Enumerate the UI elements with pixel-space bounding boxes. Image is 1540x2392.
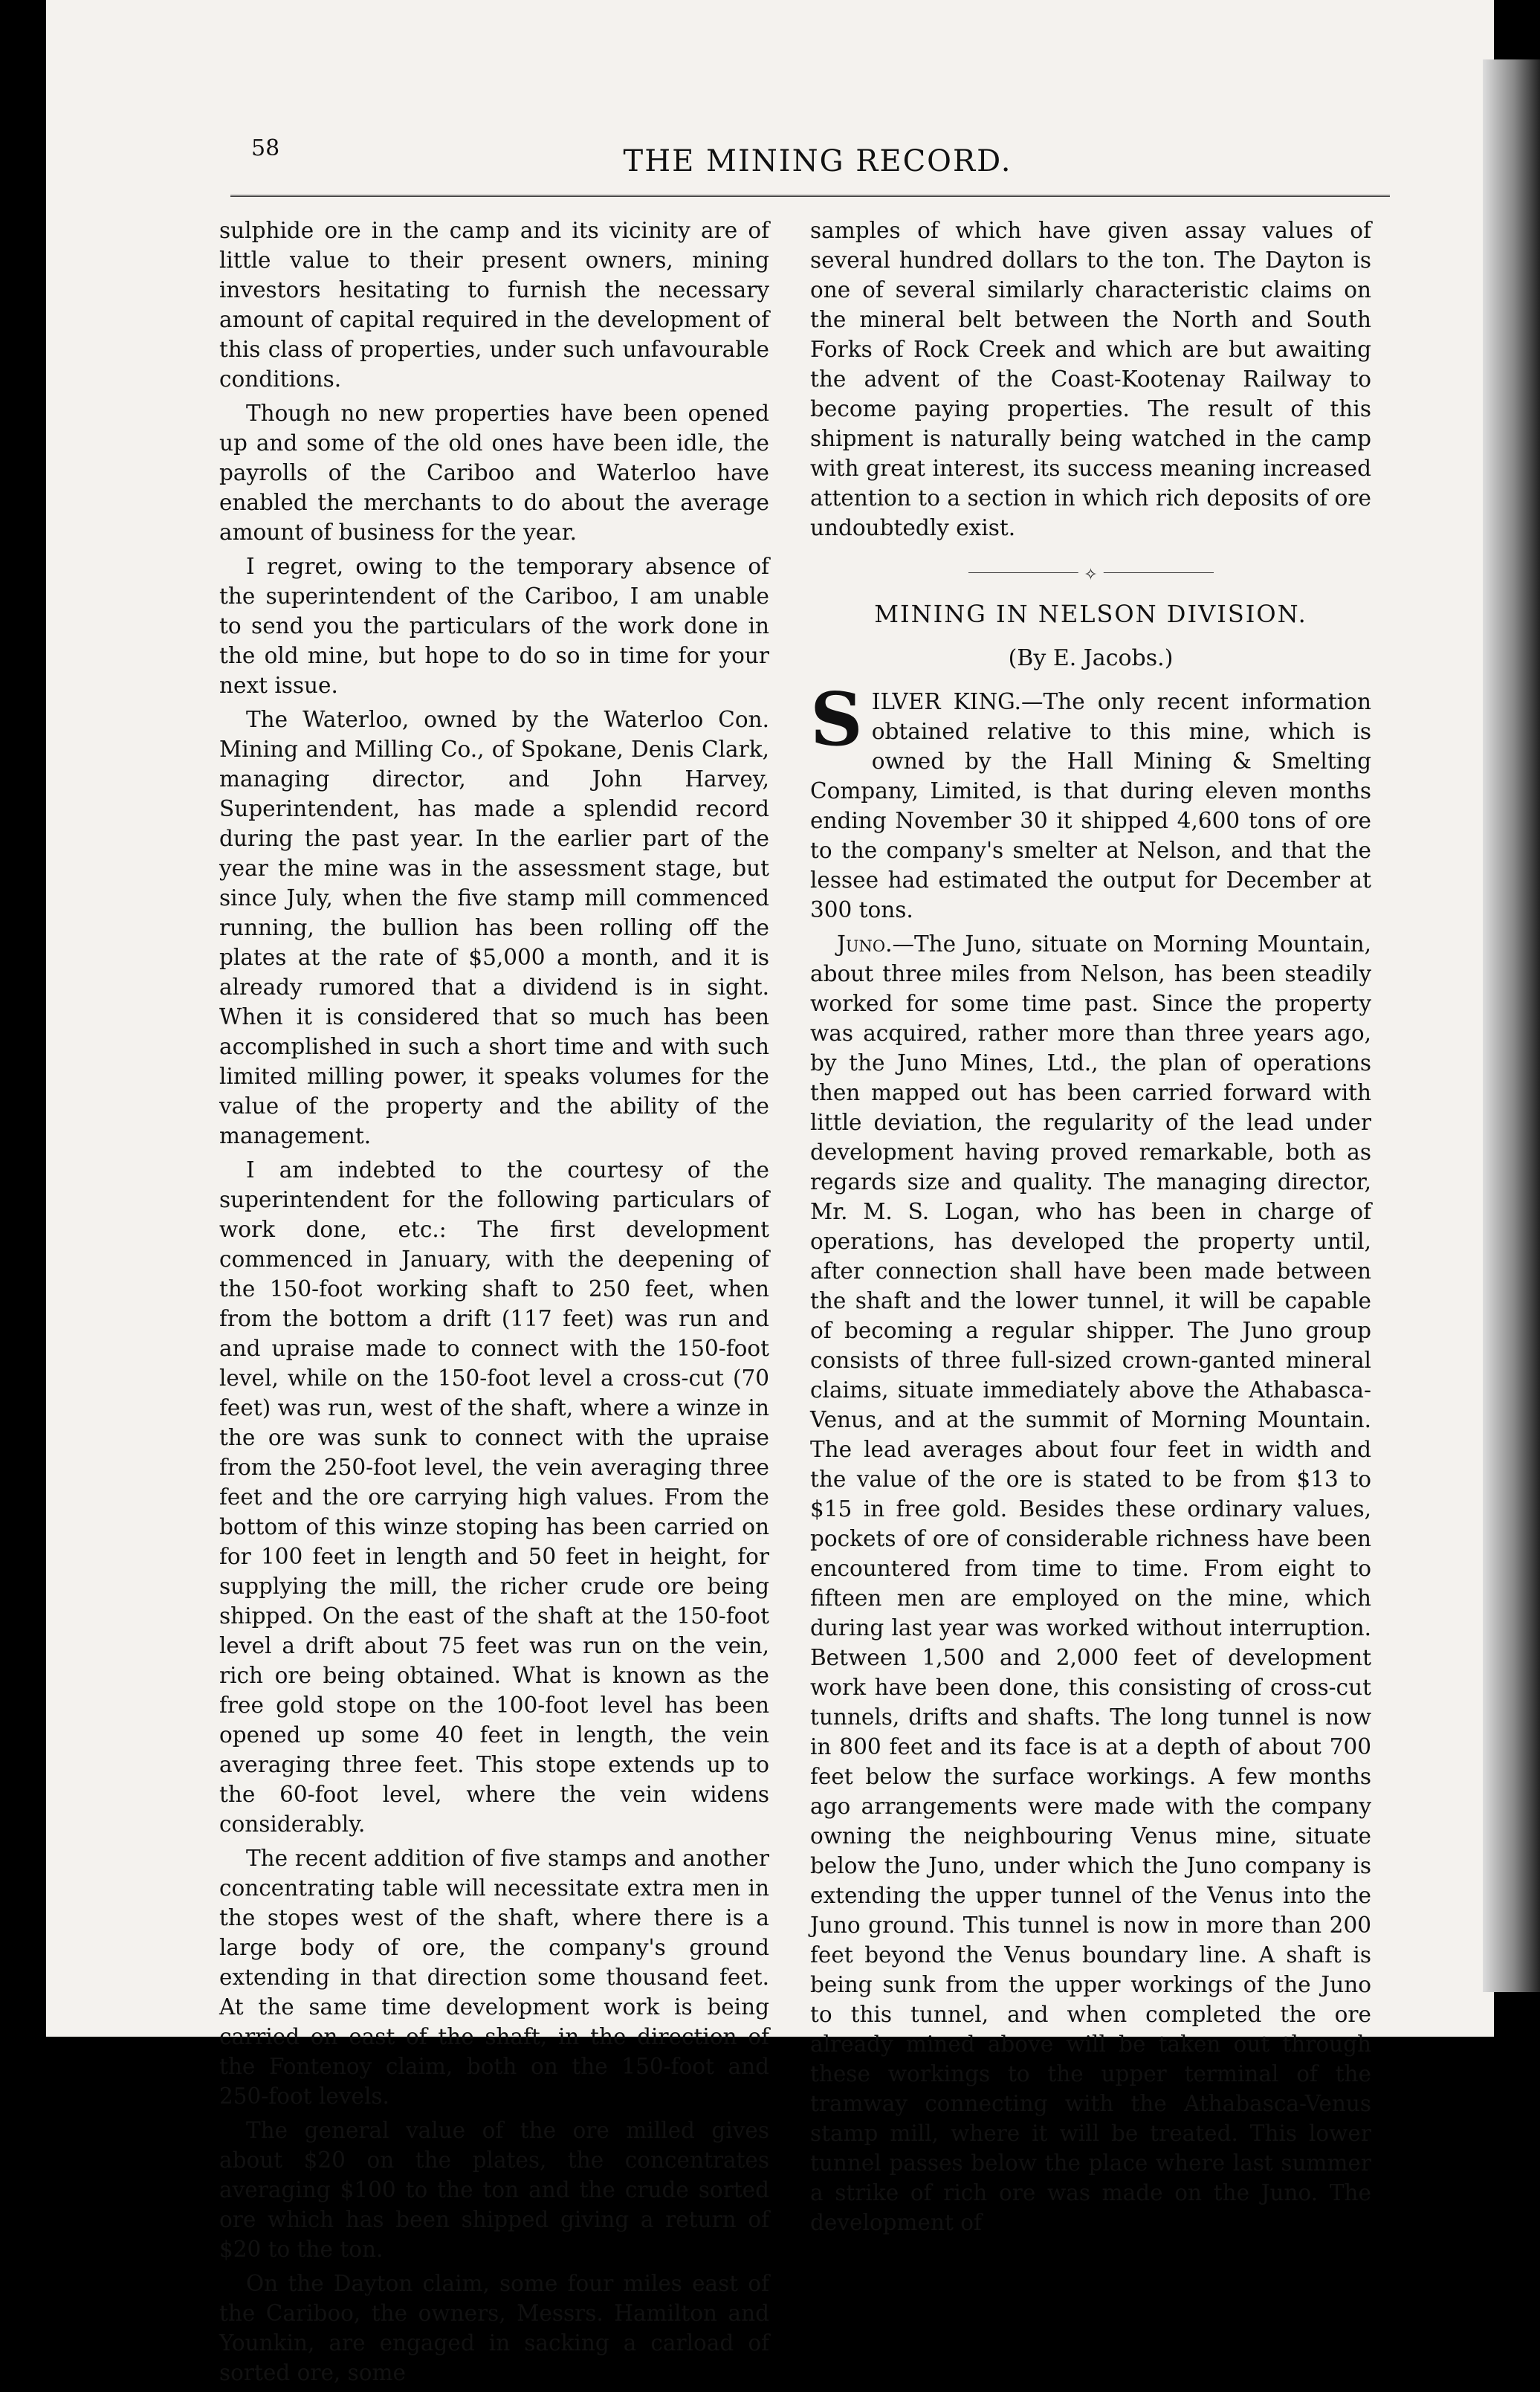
section-divider [968, 565, 1214, 584]
juno-text: —The Juno, situate on Morning Mountain, about three miles from Nelson, has been steadily worked for some time past. Since the property was acquired, rather more than three years ago, by the Juno Mines, Ltd., the plan of operations then mapped out has been carried forward with little deviation, the regularity of the lead under development having proved remarkable, both as regards size and quality. The managing director, Mr. M. S. Logan, who has been in charge of operations, has developed the property until, after connection shall have been made between the shaft and the lower tunnel, it will be capable of becoming a regular shipper. The Juno group consists of three full-sized crown-ganted mineral claims, situate immediately above the Athabasca-Venus, and at the summit of Morning Mountain. The lead averages about four feet in width and the value of the ore is stated to be from $13 to $15 in free gold. Besides these ordinary values, pockets of ore of considerable richness have been encountered from time to time. From eight to fifteen men are employed on the mine, which during last year was worked without interruption. Between 1,500 and 2,000 feet of development work have been done, this consisting of cross-cut tunnels, drifts and shafts. The long tunnel is now in 800 feet and its face is at a depth of about 700 feet below the surface workings. A few months ago arrangements were made with the company owning the neighbouring Venus mine, situate below the Juno, under which the Juno company is extending the upper tunnel of the Venus into the Juno ground. This tunnel is now in more than 200 feet beyond the Venus boundary line. A shaft is being sunk from the upper workings of the Juno to this tunnel, and when completed the ore already mined above will be taken out through these workings to the upper terminal of the tramway connecting with the Athabasca-Venus stamp mill, where it will be treated. This lower tunnel passes below the place where last summer a strike of rich ore was made on the Juno. The development of [810, 931, 1371, 2235]
paragraph: I am indebted to the courtesy of the superintendent for the following particulars of work done, etc.: The first development commenced in January, with the deepening of the 150-foot working shaft to 250 feet, when from the bottom a drift (117 feet) was run and and upraise made to connect with the 150-foot level, while on the 150-foot level a cross-cut (70 feet) was run, west of the shaft, where a winze in the ore was sunk to connect with the upraise from the 250-foot level, the vein averaging three feet and the ore carrying high values. From the bottom of this winze stoping has been carried on for 100 feet in length and 50 feet in height, for supplying the mill, the richer crude ore being shipped. On the east of the shaft at the 150-foot level a drift about 75 feet was run on the vein, rich ore being obtained. What is known as the free gold stope on the 100-foot level has been opened up some 40 feet in length, the vein averaging three feet. This stope extends up to the 60-foot level, where the vein widens considerably. [219, 1157, 769, 1837]
page-header [223, 128, 1412, 187]
paragraph: sulphide ore in the camp and its vicinity are of little value to their present owners, mining investors hesitating to furnish the necessary amount of capital required in the development of this class of properties, under such unfavourable conditions. [219, 218, 769, 392]
paragraph: The Waterloo, owned by the Waterloo Con. Mining and Milling Co., of Spokane, Denis Clark, managing director, and John Harvey, Superintendent, has made a splendid record during the past year. In the earlier part of the year the mine was in the assessment stage, but since July, when the five stamp mill commenced running, the bullion has been rolling off the plates at the rate of $5,000 a month, and it is already rumored that a dividend is in sight. When it is considered that so much has been accomplished in such a short time and with such limited milling power, it speaks volumes for the value of the property and the ability of the management. [219, 707, 769, 1148]
header-rule [230, 195, 1390, 197]
paragraph-silver-king [810, 677, 1371, 925]
drop-cap: S [810, 677, 863, 763]
left-column [219, 216, 769, 2392]
paragraph: I regret, owing to the temporary absence of the superintendent of the Cariboo, I am unable to send you the particulars of the work done in the old mine, but hope to do so in time for your next issue. [219, 554, 769, 698]
paragraph: samples of which have given assay values of several hundred dollars to the ton. The Dayton is one of several similarly characteristic claims on the mineral belt between the North and South Forks of Rock Creek and which are but awaiting the advent of the Coast-Kootenay Railway to become paying properties. The result of this shipment is naturally being watched in the camp with great interest, its success meaning increased attention to a section in which rich deposits of ore undoubtedly exist. [810, 218, 1371, 540]
paragraph: Though no new properties have been opened up and some of the old ones have been idle, the payrolls of the Cariboo and Waterloo have enabled the merchants to do about the average amount of business for the year. [219, 401, 769, 545]
paragraph-juno [810, 929, 1371, 2237]
page-curl-edge [1483, 59, 1540, 1992]
paragraph: On the Dayton claim, some four miles east of the Cariboo, the owners, Messrs. Hamilton and Younkin, are engaged in sacking a carload of sorted ore, some [219, 2271, 769, 2385]
paragraph: The general value of the ore milled gives about $20 on the plates, the concentrates averaging $100 to the ton and the crude sorted ore which has been shipped giving a return of $20 to the ton. [219, 2118, 769, 2262]
silver-king-text: —The only recent information obtained relative to this mine, which is owned by the Hall Mining & Smelting Company, Limited, is that during eleven months ending November 30 it shipped 4,600 tons of ore to the company's smelter at Nelson, and that the lessee had estimated the output for December at 300 tons. [810, 689, 1371, 922]
section-title: MINING IN NELSON DIVISION. [874, 600, 1307, 628]
page-number: 58 [251, 135, 280, 161]
juno-lead: Juno. [837, 931, 893, 957]
running-title: THE MINING RECORD. [623, 144, 1012, 178]
divider-ornament: ✧ [1078, 560, 1103, 590]
silver-king-lead: ILVER KING. [871, 689, 1022, 714]
section-byline: (By E. Jacobs.) [1008, 645, 1174, 671]
right-column [810, 216, 1371, 2242]
paragraph: The recent addition of five stamps and another concentrating table will necessitate extra men in the stopes west of the shaft, where there is a large body of ore, the company's ground extending in that direction some thousand feet. At the same time development work is being carried on east of the shaft, in the direction of the Fontenoy claim, both on the 150-foot and 250-foot levels. [219, 1846, 769, 2109]
